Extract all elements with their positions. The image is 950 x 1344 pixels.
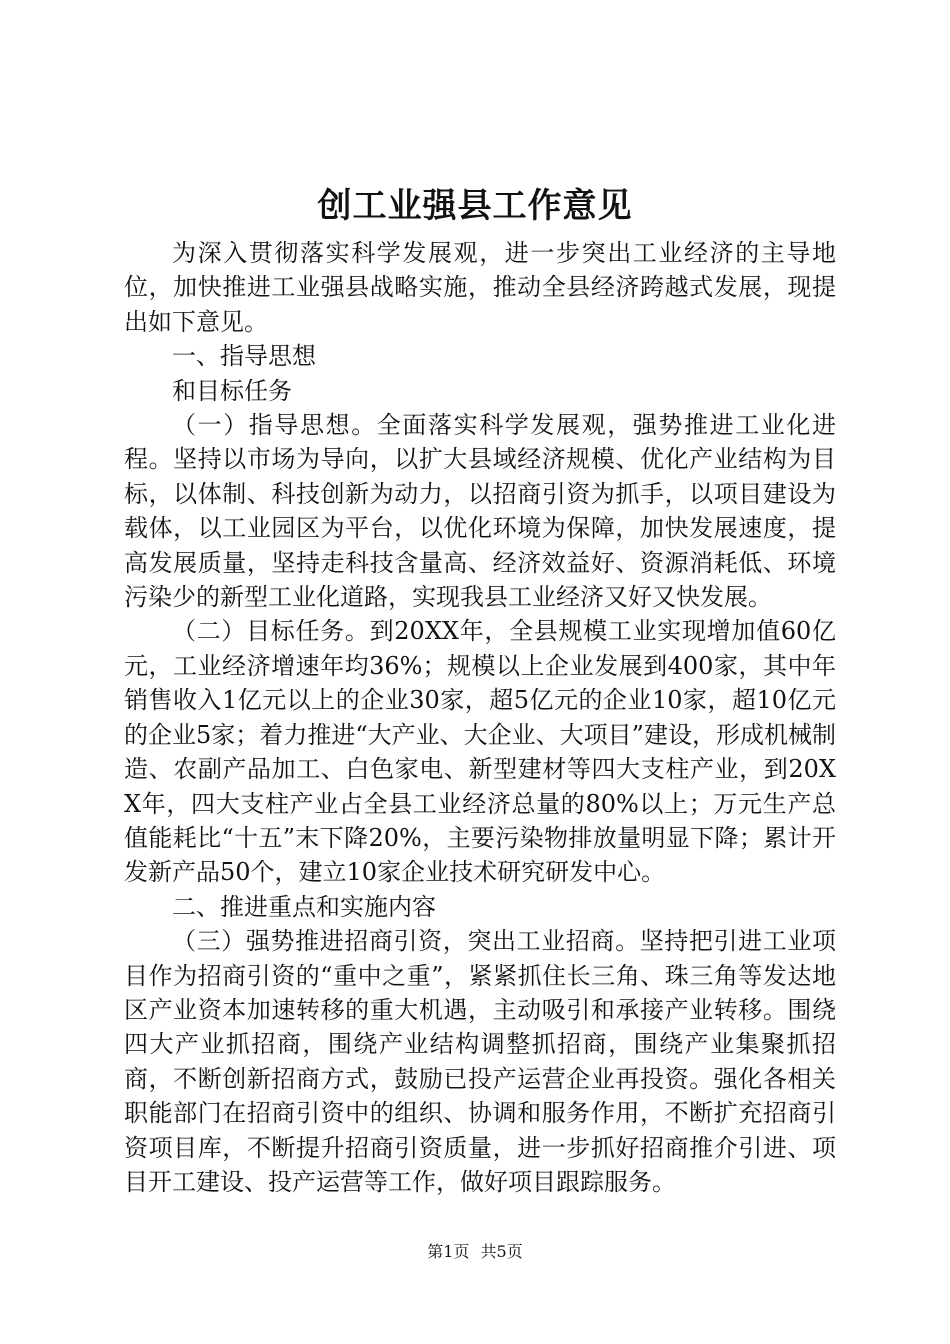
- section-heading-2: 二、推进重点和实施内容: [172, 892, 436, 921]
- paragraph-guiding-ideology: （一）指导思想。全面落实科学发展观，强势推进工业化进程。坚持以市场为导向，以扩大县域经济规模、优化产业结构为目标，以体制、科技创新为动力，以招商引资为抓手，以项目建设为载体，以工业园区为平台，以优化环境为保障，加快发展速度，提高发展质量，坚持走科技含量高、经济效益好、资源消耗低、环境污染少的新型工业化道路，实现我县工业经济又好又快发展。: [124, 411, 836, 612]
- section-heading-1: 一、指导思想: [172, 342, 316, 371]
- paragraph-investment-promotion: （三）强势推进招商引资，突出工业招商。坚持把引进工业项目作为招商引资的“重中之重”，紧紧抓住长三角、珠三角等发达地区产业资本加速转移的重大机遇，主动吸引和承接产业转移。围绕四大产业抓招商，围绕产业结构调整抓招商，围绕产业集聚抓招商，不断创新招商方式，鼓励已投产运营企业再投资。强化各相关职能部门在招商引资中的组织、协调和服务作用，不断扩充招商引资项目库，不断提升招商引资质量，进一步抓好招商推介引进、项目开工建设、投产运营等工作，做好项目跟踪服务。: [124, 927, 836, 1196]
- section-heading-1-continued: 和目标任务: [172, 376, 292, 405]
- page-number: 第1页: [427, 1242, 470, 1261]
- paragraph-target-tasks: （二）目标任务。到20XX年，全县规模工业实现增加值60亿元，工业经济增速年均36%；规模以上企业发展到400家，其中年销售收入1亿元以上的企业30家，超5亿元的企业10家，超10亿元的企业5家；着力推进“大产业、大企业、大项目”建设，形成机械制造、农副产品加工、白色家电、新型建材等四大支柱产业，到20XX年，四大支柱产业占全县工业经济总量的80%以上；万元生产总值能耗比“十五”末下降20%，主要污染物排放量明显下降；累计开发新产品50个，建立10家企业技术研究研发中心。: [124, 617, 836, 887]
- page-total: 共5页: [480, 1242, 523, 1261]
- document-title: 创工业强县工作意见: [317, 186, 633, 226]
- page-footer: [0, 1240, 950, 1264]
- document-body: [124, 236, 836, 1199]
- intro-paragraph: 为深入贯彻落实科学发展观，进一步突出工业经济的主导地位，加快推进工业强县战略实施，推动全县经济跨越式发展，现提出如下意见。: [124, 239, 836, 336]
